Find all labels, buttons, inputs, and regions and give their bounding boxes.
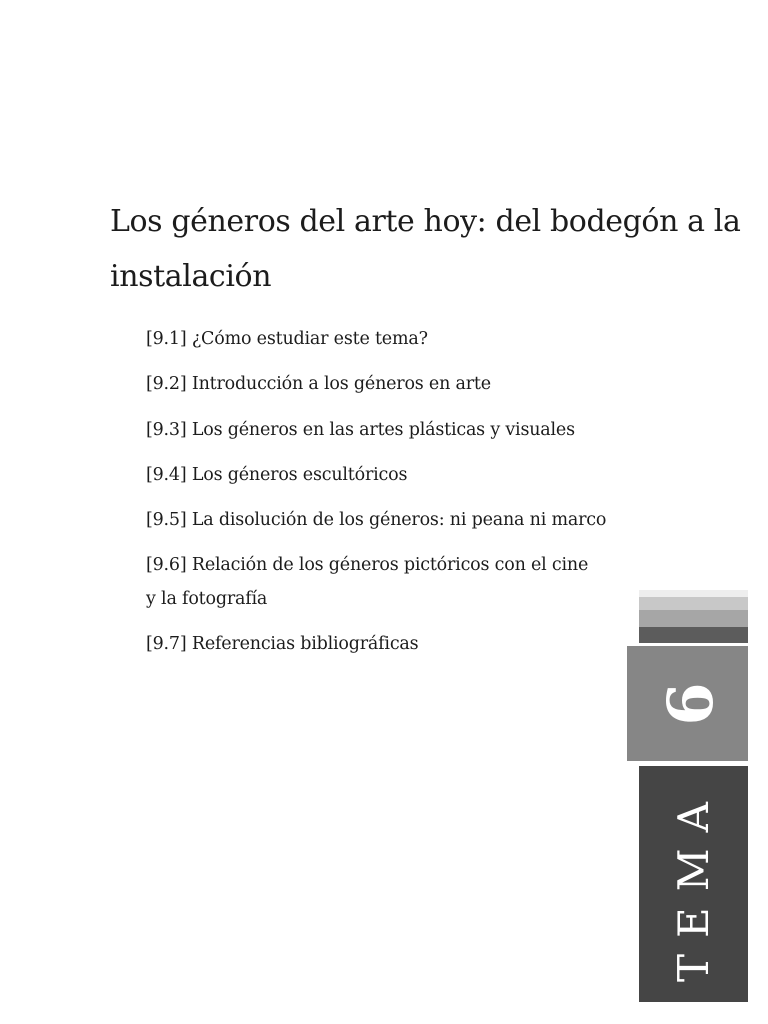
chapter-number: 9 (651, 681, 725, 726)
toc-number: [9.6] (146, 555, 187, 575)
toc-text: Los géneros escultóricos (191, 465, 408, 485)
toc-text: Referencias bibliográficas (191, 634, 419, 654)
toc-item-9-1[interactable] (146, 322, 428, 356)
toc-item-9-6[interactable] (146, 548, 588, 616)
tab-stripe-light (639, 590, 748, 597)
toc-item-9-4[interactable] (146, 458, 407, 492)
chapter-label: TEMA (668, 785, 718, 983)
toc-text: ¿Cómo estudiar este tema? (191, 329, 428, 349)
toc-number: [9.3] (146, 420, 187, 440)
toc-number: [9.7] (146, 634, 187, 654)
toc-text: Introducción a los géneros en arte (191, 374, 491, 394)
toc-number: [9.2] (146, 374, 187, 394)
toc-item-9-3[interactable] (146, 413, 575, 447)
toc-number: [9.1] (146, 329, 187, 349)
toc-text: Relación de los géneros pictóricos con el cine (191, 555, 589, 575)
toc-item-9-7[interactable] (146, 627, 418, 661)
tab-stripe-pale (639, 597, 748, 610)
toc-text-continued: y la fotografía (146, 589, 268, 609)
tab-stripe-dark (639, 627, 748, 643)
chapter-title: Los géneros del arte hoy: del bodegón a la instalación (110, 204, 741, 294)
toc-number: [9.4] (146, 465, 187, 485)
chapter-number-tab (627, 646, 748, 761)
toc-number: [9.5] (146, 510, 187, 530)
toc-item-9-5[interactable] (146, 503, 606, 537)
chapter-label-tab (639, 766, 748, 1002)
toc-text: Los géneros en las artes plásticas y visuales (191, 420, 575, 440)
toc-text: La disolución de los géneros: ni peana ni marco (191, 510, 607, 530)
tab-stripe-medium (639, 610, 748, 627)
toc-item-9-2[interactable] (146, 367, 491, 401)
